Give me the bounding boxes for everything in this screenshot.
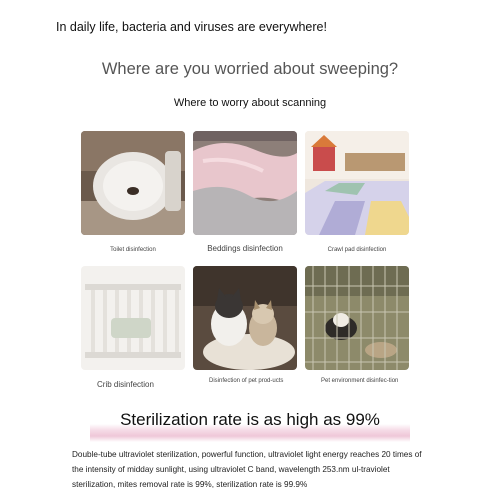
bedding-icon	[193, 131, 297, 235]
caption-pet-environment: Pet environment disinfec-tion	[321, 378, 399, 384]
pet-cage-photo	[305, 266, 409, 370]
bedding-photo	[193, 131, 297, 235]
playmat-photo	[305, 131, 409, 235]
caption-toilet: Toilet disinfection	[110, 247, 156, 253]
caption-pet-products: Disinfection of pet prod-ucts	[209, 378, 284, 384]
crib-photo	[81, 266, 185, 370]
main-heading: Where are you worried about sweeping?	[101, 60, 399, 78]
toilet-photo	[81, 131, 185, 235]
caption-playmat: Crawl pad disinfection	[327, 247, 387, 253]
intro-text: In daily life, bacteria and viruses are everywhere!	[56, 20, 327, 34]
cats-icon	[193, 266, 297, 370]
crib-icon	[81, 266, 185, 370]
playmat-icon	[305, 131, 409, 235]
sub-heading: Where to worry about scanning	[173, 97, 327, 109]
pet-cage-icon	[305, 266, 409, 370]
sterilization-rate-heading: Sterilization rate is as high as 99%	[120, 410, 380, 429]
description-text: Double-tube ultraviolet sterilization, powerful function, ultraviolet light energy reaches 20 times of the intensity of midday sunlight, using ultraviolet C band, wavelength 253.nm ul-traviolet sterilization, mites removal rate is 99%, sterilization rate is 99.9%	[72, 450, 422, 489]
toilet-icon	[81, 131, 185, 235]
caption-bedding: Beddings disinfection	[207, 244, 283, 253]
caption-crib: Crib disinfection	[97, 380, 154, 389]
cats-photo	[193, 266, 297, 370]
